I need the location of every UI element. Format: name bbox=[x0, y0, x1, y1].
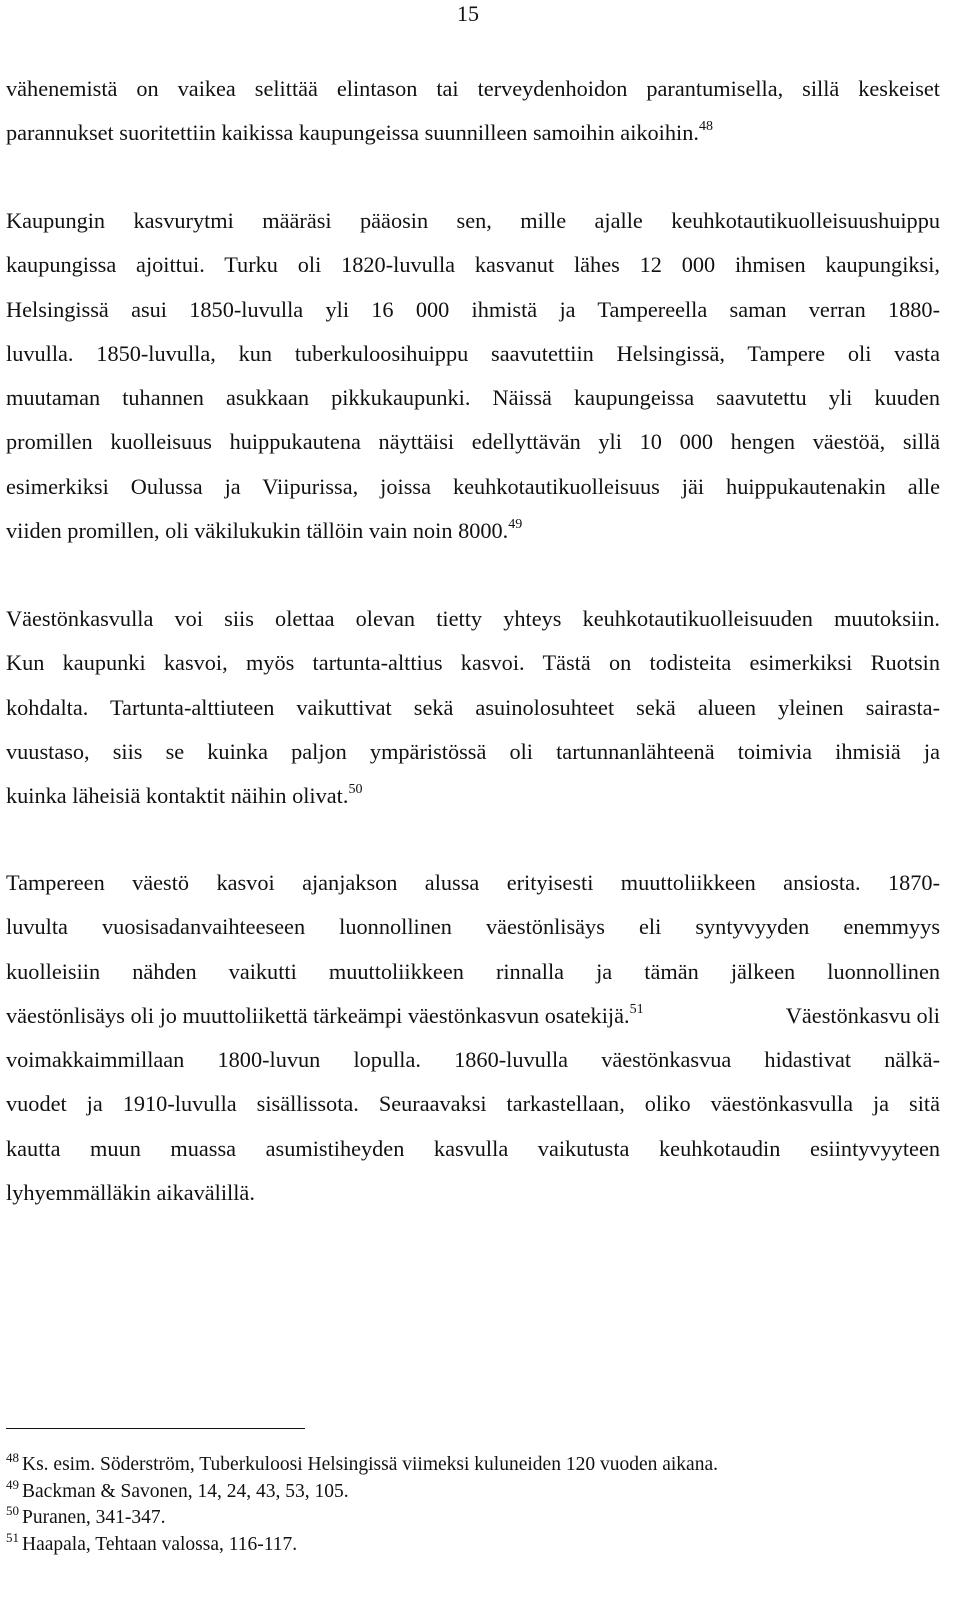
text-line: Kun kaupunki kasvoi, myös tartunta-alttius kasvoi. Tästä on todisteita esimerkiksi Ruotsin bbox=[6, 650, 940, 676]
text-line: Väestönkasvulla voi siis olettaa olevan tietty yhteys keuhkotautikuolleisuuden muutoksiin. bbox=[6, 606, 940, 631]
text-line: vuustaso, siis se kuinka paljon ympäristössä oli tartunnanlähteenä toimivia ihmisiä ja bbox=[6, 738, 940, 764]
paragraph-2 bbox=[6, 199, 940, 553]
text-line bbox=[6, 111, 940, 155]
text-line: Tampereen väestö kasvoi ajanjakson alussa erityisesti muuttoliikkeen ansiosta. 1870- bbox=[6, 870, 940, 895]
footnote-text: Haapala, Tehtaan valossa, 116-117. bbox=[22, 1533, 298, 1555]
footnote-48 bbox=[6, 1452, 718, 1479]
paragraph-1 bbox=[6, 67, 940, 156]
text-line: luvulta vuosisadanvaihteeseen luonnollinen väestönlisäys eli syntyvyyden enemmyys bbox=[6, 914, 940, 940]
text-line: Kaupungin kasvurytmi määräsi pääosin sen, mille ajalle keuhkotautikuolleisuushuippu bbox=[6, 208, 940, 233]
footnote-text: Backman & Savonen, 14, 24, 43, 53, 105. bbox=[22, 1480, 349, 1502]
text-line: vähenemistä on vaikea selittää elintason tai terveydenhoidon parantumisella, sillä keskeiset bbox=[6, 76, 940, 101]
footnote-separator bbox=[6, 1428, 305, 1429]
footnote-number: 51 bbox=[6, 1529, 19, 1545]
text-line bbox=[6, 509, 940, 553]
text-line: promillen kuolleisuus huippukautena näyttäisi edellyttävän yli 10 000 hengen väestöä, sillä bbox=[6, 429, 940, 455]
text-line: kohdalta. Tartunta-alttiuteen vaikuttivat sekä asuinolosuhteet sekä alueen yleinen sairasta- bbox=[6, 694, 940, 720]
text-line: vuodet ja 1910-luvulla sisällissota. Seuraavaksi tarkastellaan, oliko väestönkasvulla ja sitä bbox=[6, 1091, 940, 1117]
footnote-49 bbox=[6, 1476, 718, 1506]
text-line: esimerkiksi Oulussa ja Viipurissa, joissa keuhkotautikuolleisuus jäi huippukautenakin alle bbox=[6, 473, 940, 499]
footnote-number: 48 bbox=[6, 1450, 19, 1465]
text-line: muutaman tuhannen asukkaan pikkukaupunki. Näissä kaupungeissa saavutettu yli kuuden bbox=[6, 385, 940, 411]
text-line: lyhyemmälläkin aikavälillä. bbox=[6, 1180, 255, 1206]
text-line: kaupungissa ajoittui. Turku oli 1820-luvulla kasvanut lähes 12 000 ihmisen kaupungiksi, bbox=[6, 252, 940, 278]
text-line-content bbox=[6, 994, 644, 1038]
paragraph-3 bbox=[6, 597, 940, 818]
text-line bbox=[6, 994, 940, 1038]
text-line bbox=[6, 774, 940, 818]
text-line-content: parannukset suoritettiin kaikissa kaupungeissa suunnilleen samoihin aikoihin. bbox=[6, 120, 699, 146]
text-line-content: viiden promillen, oli väkilukukin tällöin vain noin 8000. bbox=[6, 518, 509, 544]
footnote-ref-49[interactable]: 49 bbox=[508, 517, 523, 533]
footnote-number: 49 bbox=[6, 1476, 19, 1492]
footnote-50 bbox=[6, 1505, 718, 1532]
text-line: voimakkaimmillaan 1800-luvun lopulla. 1860-luvulla väestönkasvua hidastivat nälkä- bbox=[6, 1047, 940, 1073]
text-line: luvulla. 1850-luvulla, kun tuberkuloosihuippu saavutettiin Helsingissä, Tampere oli vasta bbox=[6, 340, 940, 366]
text-line: kautta muun muassa asumistiheyden kasvulla vaikutusta keuhkotaudin esiintyvyyteen bbox=[6, 1135, 940, 1161]
text-line-continuation: Väestönkasvu oli bbox=[785, 1002, 940, 1028]
footnotes bbox=[6, 1452, 718, 1558]
footnote-number: 50 bbox=[6, 1503, 19, 1519]
page-number: 15 bbox=[457, 1, 479, 26]
footnote-ref-50[interactable]: 50 bbox=[348, 782, 363, 798]
footnote-51 bbox=[6, 1529, 718, 1559]
text-line: kuolleisiin nähden vaikutti muuttoliikkeen rinnalla ja tämän jälkeen luonnollinen bbox=[6, 958, 940, 984]
text-line-segment: väestönlisäys oli jo muuttoliikettä tärkeämpi väestönkasvun osatekijä. bbox=[6, 1002, 630, 1028]
footnote-text: Puranen, 341-347. bbox=[22, 1507, 166, 1529]
paragraph-4 bbox=[6, 861, 940, 1215]
footnote-text: Ks. esim. Söderström, Tuberkuloosi Helsingissä viimeksi kuluneiden 120 vuoden aikana. bbox=[22, 1454, 718, 1475]
footnote-ref-48[interactable]: 48 bbox=[698, 119, 713, 135]
text-line: Helsingissä asui 1850-luvulla yli 16 000 ihmistä ja Tampereella saman verran 1880- bbox=[6, 296, 940, 322]
text-line-content: kuinka läheisiä kontaktit näihin olivat. bbox=[6, 783, 349, 809]
footnote-ref-51[interactable]: 51 bbox=[629, 1001, 644, 1017]
